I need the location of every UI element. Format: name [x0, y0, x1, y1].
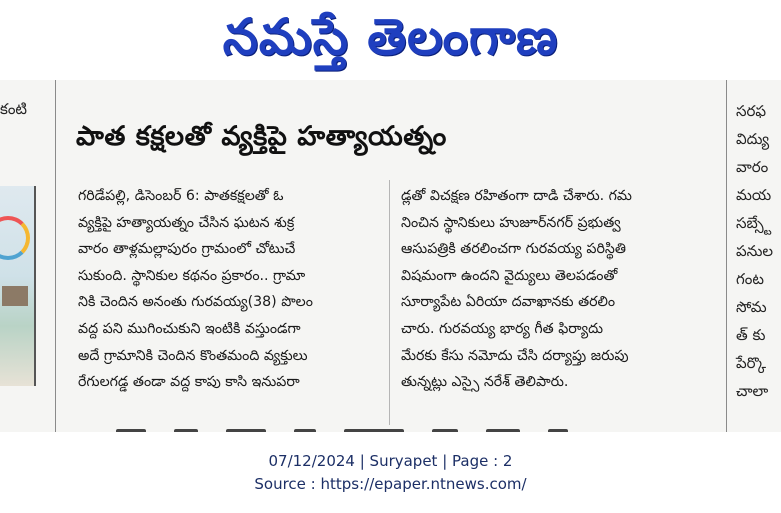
body-line: మేరకు కేసు నమోదు చేసి దర్యాప్తు జరుపు	[401, 347, 629, 364]
column-rule-right	[726, 80, 727, 432]
left-adjacent-column	[0, 80, 55, 432]
right-column-fragment: సోమ	[736, 298, 767, 316]
right-column-fragment: సబ్స్టే	[736, 214, 772, 232]
right-column-fragment: త్ కు	[736, 326, 766, 344]
right-column-fragment: పనుల	[736, 242, 774, 260]
body-line: వద్ద పని ముగించుకుని ఇంటికి వస్తుండగా	[78, 320, 301, 337]
article-body-column-1	[78, 183, 376, 396]
body-line: విషమంగా ఉందని వైద్యులు తెలపడంతో	[401, 267, 618, 284]
article-column-divider	[389, 180, 390, 425]
rainbow-graphic	[0, 216, 30, 260]
body-line: అదే గ్రామానికి చెందిన కొంతమంది వ్యక్తులు	[78, 347, 308, 364]
body-line: నించిన స్థానికులు హుజూర్‌నగర్ ప్రభుత్వ	[401, 214, 621, 231]
left-column-fragment: కంటి	[0, 100, 28, 118]
body-line: వ్యక్తిపై హత్యాయత్నం చేసిన ఘటన శుక్ర	[78, 214, 295, 231]
right-column-fragment: సరఫ	[736, 102, 767, 120]
clipping-source: Source : https://epaper.ntnews.com/	[254, 475, 527, 493]
body-line: గరిడేపల్లి, డిసెంబర్ 6: పాతకక్షలతో ఓ	[78, 188, 284, 204]
right-column-fragment: చాలా	[736, 382, 769, 400]
body-line: ఆసుపత్రికి తరలించగా గురవయ్య పరిస్థితి	[401, 241, 626, 258]
news-article	[56, 80, 726, 432]
body-line: డ్లతో విచక్షణ రహితంగా దాడి చేశారు. గమ	[401, 188, 632, 204]
clipping-date-edition-page: 07/12/2024 | Suryapet | Page : 2	[268, 452, 513, 470]
cropped-next-headline	[56, 423, 726, 432]
right-column-fragment: మయ	[736, 186, 772, 204]
masthead-title: నమస్తే తెలంగాణ	[222, 8, 559, 66]
right-column-fragment: పేర్కొ	[736, 354, 766, 372]
newspaper-masthead	[0, 0, 781, 78]
article-headline: పాత కక్షలతో వ్యక్తిపై హత్యాయత్నం	[76, 121, 447, 152]
body-line: చారు. గురవయ్య భార్య గీత ఫిర్యాదు	[401, 320, 604, 337]
body-line: రేగులగడ్డ తండా వద్ద కాపు కాసి ఇనుపరా	[78, 374, 300, 391]
right-column-fragment: విద్యు	[736, 130, 770, 148]
body-line: సుకుంది. స్థానికుల కథనం ప్రకారం.. గ్రామా	[78, 267, 306, 284]
house-graphic	[2, 286, 28, 306]
advertisement-image-fragment	[0, 186, 36, 386]
body-line: వారం తాళ్లమల్లాపురం గ్రామంలో చోటుచే	[78, 241, 296, 258]
body-line: తున్నట్లు ఎస్సై నరేశ్ తెలిపారు.	[401, 374, 569, 391]
right-column-fragment: వారం	[736, 158, 769, 176]
right-column-fragment: గంట	[736, 270, 764, 288]
body-line: సూర్యాపేట ఏరియా దవాఖానకు తరలిం	[401, 294, 616, 311]
article-body-column-2	[401, 183, 699, 396]
newspaper-clipping	[0, 80, 781, 432]
right-adjacent-column	[728, 80, 781, 432]
clipping-footer	[0, 450, 781, 496]
body-line: నికి చెందిన అనంతు గురవయ్య(38) పొలం	[78, 294, 313, 311]
